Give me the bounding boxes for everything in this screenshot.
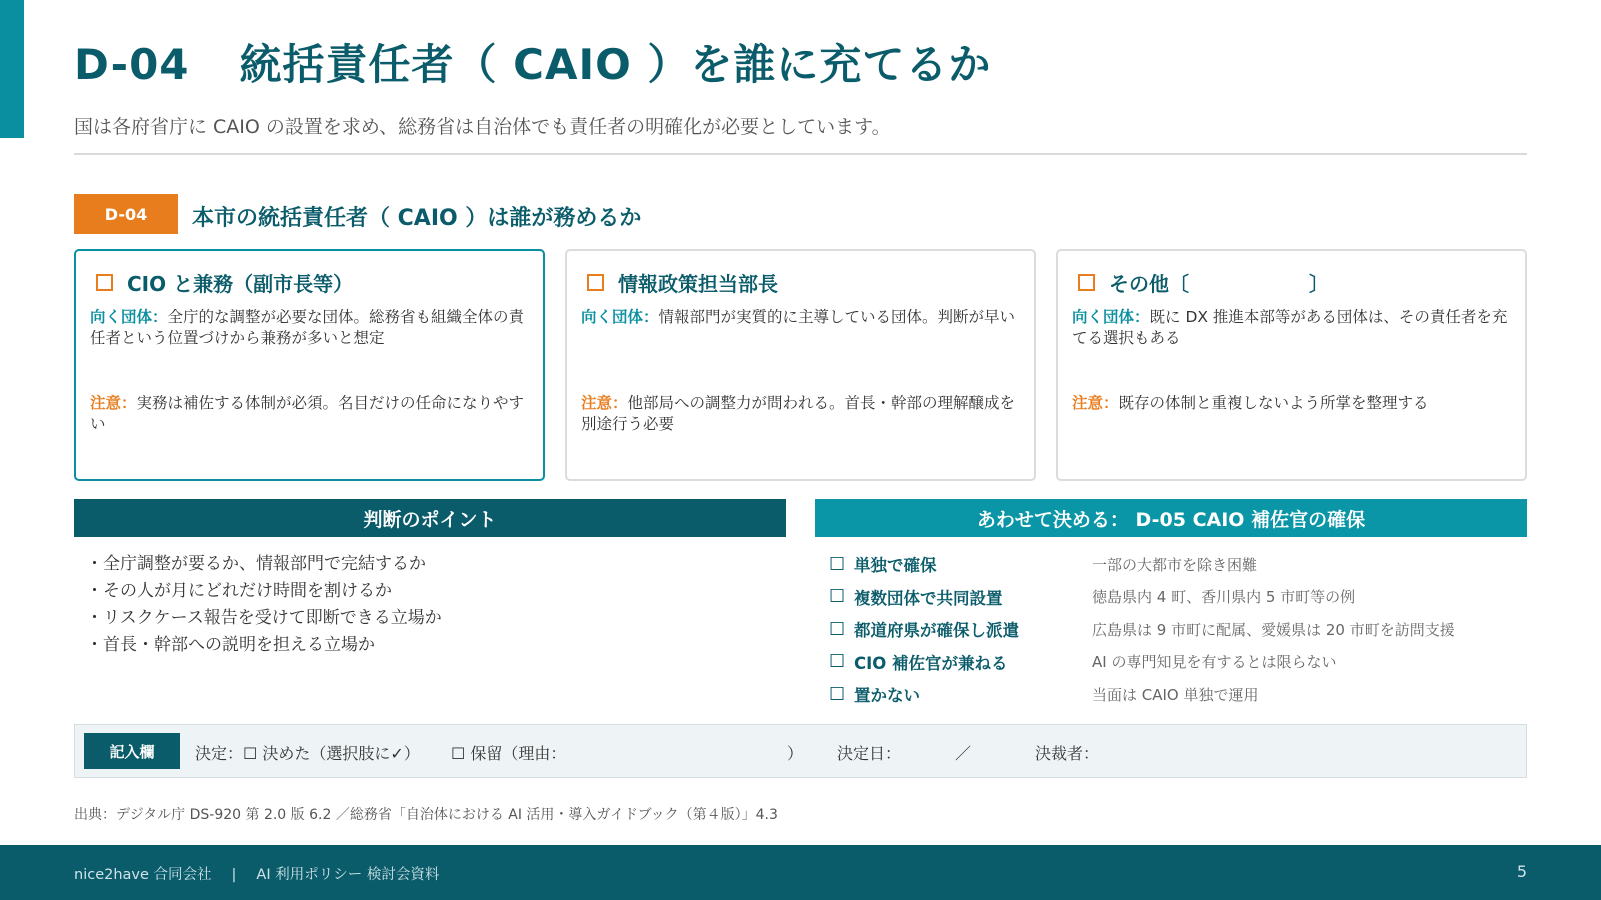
checkbox-icon[interactable]: ☐ xyxy=(829,683,846,705)
option-title-row xyxy=(90,267,529,297)
entry-field[interactable] xyxy=(74,724,1527,778)
points-list xyxy=(86,551,442,659)
caution-text: 他部局への調整力が問われる。首長・幹部の理解醸成を別途行う必要 xyxy=(581,394,1016,433)
option-caution xyxy=(1072,393,1511,414)
caution-text: 既存の体制と重複しないよう所掌を整理する xyxy=(1118,394,1429,412)
footer-left xyxy=(74,863,439,884)
decision-date-separator: ／ xyxy=(955,744,972,763)
sub-option-desc: AI の専門知見を有するとは限らない xyxy=(1092,653,1337,672)
caution-label: 注意： xyxy=(581,394,628,412)
option-suits xyxy=(1072,307,1511,393)
sub-option-row[interactable] xyxy=(829,581,1529,614)
sub-option-row[interactable] xyxy=(829,548,1529,581)
sub-option-row[interactable] xyxy=(829,613,1529,646)
document-name: AI 利用ポリシー 検討会資料 xyxy=(256,867,440,883)
footer xyxy=(0,845,1601,900)
sub-decision-list xyxy=(829,548,1529,711)
page-title-text: 統括責任者（ CAIO ）を誰に充てるか xyxy=(239,40,992,89)
sub-decision-heading: あわせて決める： D-05 CAIO 補佐官の確保 xyxy=(815,499,1527,537)
checkbox-icon[interactable]: ☐ xyxy=(829,553,846,575)
point-item: ・全庁調整が要るか、情報部門で完結するか xyxy=(86,554,426,574)
caution-label: 注意： xyxy=(90,394,137,412)
question-text: 本市の統括責任者（ CAIO ）は誰が務めるか xyxy=(192,206,642,231)
suits-label: 向く団体： xyxy=(90,308,168,326)
option-suits xyxy=(90,307,529,393)
hold-reason-close: ） xyxy=(787,744,804,763)
sub-option-desc: 広島県は 9 市町に配属、愛媛県は 20 市町を訪問支援 xyxy=(1092,620,1455,639)
points-heading: 判断のポイント xyxy=(74,499,786,537)
sub-option-row[interactable] xyxy=(829,646,1529,679)
caution-text: 実務は補佐する体制が必須。名目だけの任命になりやすい xyxy=(90,394,525,433)
option-title-row xyxy=(581,267,1020,297)
option-title-row xyxy=(1072,267,1511,297)
sub-option-label: 都道府県が確保し派遣 xyxy=(854,621,1019,641)
entry-badge: 記入欄 xyxy=(84,733,180,769)
source-citation: 出典：デジタル庁 DS-920 第 2.0 版 6.2 ／総務省「自治体における AI 活用・導入ガイドブック（第４版）」4.3 xyxy=(74,807,778,823)
option-caution xyxy=(90,393,529,435)
title-divider xyxy=(74,153,1527,155)
checkbox-icon[interactable] xyxy=(587,274,604,291)
header-accent-bar xyxy=(0,0,24,138)
suits-text: 既に DX 推進本部等がある団体は、その責任者を充てる選択もある xyxy=(1072,308,1508,347)
option-card-info-director[interactable] xyxy=(565,249,1036,481)
decision-made-checkbox[interactable]: 決定：☐ 決めた（選択肢に✓） xyxy=(195,744,420,763)
question-badge: D-04 xyxy=(74,194,178,234)
point-item: ・その人が月にどれだけ時間を割けるか xyxy=(86,581,392,601)
suits-text: 情報部門が実質的に主導している団体。判断が早い xyxy=(658,308,1016,326)
sub-option-label: CIO 補佐官が兼ねる xyxy=(854,653,1008,673)
option-title: その他〔 〕 xyxy=(1109,271,1329,296)
footer-separator: | xyxy=(231,867,237,883)
option-title: 情報政策担当部長 xyxy=(618,271,778,296)
page-subtitle: 国は各府省庁に CAIO の設置を求め、総務省は自治体でも責任者の明確化が必要としています。 xyxy=(74,116,891,138)
option-card-cio-concurrent[interactable] xyxy=(74,249,545,481)
decision-date-label: 決定日： xyxy=(837,744,902,763)
option-title: CIO と兼務（副市長等） xyxy=(127,271,354,296)
page-title-code: D-04 xyxy=(74,40,190,89)
sub-option-desc: 一部の大都市を除き困難 xyxy=(1092,555,1258,574)
checkbox-icon[interactable]: ☐ xyxy=(829,618,846,640)
suits-label: 向く団体： xyxy=(1072,308,1150,326)
option-card-other[interactable] xyxy=(1056,249,1527,481)
suits-label: 向く団体： xyxy=(581,308,659,326)
checkbox-icon[interactable] xyxy=(1078,274,1095,291)
checkbox-icon[interactable]: ☐ xyxy=(829,651,846,673)
option-suits xyxy=(581,307,1020,393)
company-name: nice2have 合同会社 xyxy=(74,867,212,883)
hold-checkbox[interactable]: ☐ 保留（理由： xyxy=(451,744,567,763)
point-item: ・リスクケース報告を受けて即断できる立場か xyxy=(86,608,442,628)
suits-text: 全庁的な調整が必要な団体。総務省も組織全体の責任者という位置づけから兼務が多いと想定 xyxy=(90,308,525,347)
point-item: ・首長・幹部への説明を担える立場か xyxy=(86,635,375,655)
sub-option-desc: 徳島県内 4 町、香川県内 5 市町等の例 xyxy=(1092,588,1356,607)
caution-label: 注意： xyxy=(1072,394,1119,412)
sub-option-label: 単独で確保 xyxy=(854,556,937,576)
option-caution xyxy=(581,393,1020,435)
approver-label: 決裁者： xyxy=(1035,744,1100,763)
sub-option-label: 複数団体で共同設置 xyxy=(854,588,1003,608)
sub-option-desc: 当面は CAIO 単独で運用 xyxy=(1092,685,1259,704)
page-title xyxy=(74,32,991,92)
page-number: 5 xyxy=(1516,862,1527,881)
checkbox-icon[interactable]: ☐ xyxy=(829,586,846,608)
sub-option-label: 置かない xyxy=(854,686,920,706)
sub-option-row[interactable] xyxy=(829,678,1529,711)
checkbox-icon[interactable] xyxy=(96,274,113,291)
